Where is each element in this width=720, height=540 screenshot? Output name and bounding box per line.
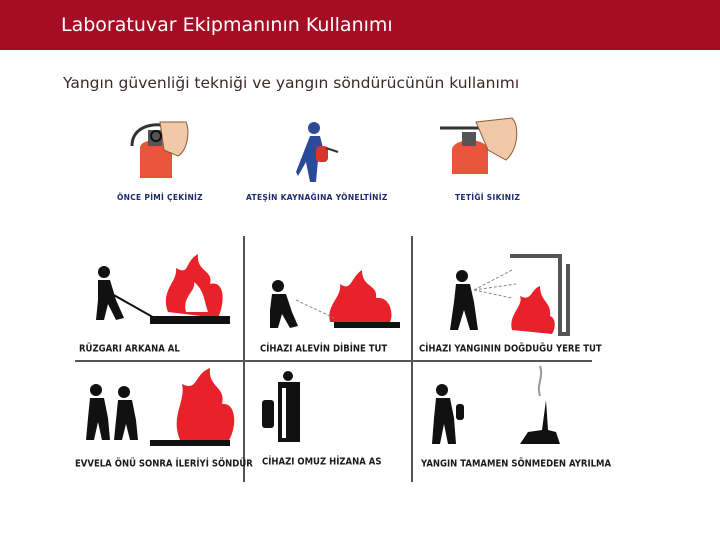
aim-fire-source-image bbox=[450, 256, 568, 334]
grid-label-shoulder: CİHAZI OMUZ HİZANA AS bbox=[262, 456, 382, 468]
aim-flame-base-image bbox=[270, 270, 400, 328]
slide-title: Laboratuvar Ekipmanının Kullanımı bbox=[61, 14, 393, 36]
extinguisher-pull-pin-image bbox=[132, 122, 188, 178]
wind-behind-image bbox=[96, 254, 230, 324]
do-not-leave-image bbox=[432, 366, 560, 444]
step-label-aim: ATEŞİN KAYNAĞINA YÖNELTİNİZ bbox=[246, 193, 388, 202]
step-label-pull-pin: ÖNCE PİMİ ÇEKİNİZ bbox=[117, 193, 203, 202]
grid-label-fire-source: CİHAZI YANGININ DOĞDUĞU YERE TUT bbox=[419, 343, 602, 355]
extinguisher-aim-image bbox=[296, 122, 338, 182]
front-then-back-image bbox=[86, 368, 234, 446]
step-label-squeeze: TETİĞİ SIKINIZ bbox=[455, 193, 521, 202]
shoulder-height-image bbox=[262, 371, 300, 442]
grid-label-front-first: EVVELA ÖNÜ SONRA İLERİYİ SÖNDÜR bbox=[75, 458, 253, 470]
slide-subtitle: Yangın güvenliği tekniği ve yangın söndürücünün kullanımı bbox=[63, 74, 520, 92]
grid-label-wind: RÜZGARI ARKANA AL bbox=[79, 343, 180, 355]
extinguisher-squeeze-image bbox=[440, 118, 517, 174]
grid-label-do-not-leave: YANGIN TAMAMEN SÖNMEDEN AYRILMA bbox=[421, 458, 612, 470]
grid-label-flame-base: CİHAZI ALEVİN DİBİNE TUT bbox=[260, 343, 388, 355]
